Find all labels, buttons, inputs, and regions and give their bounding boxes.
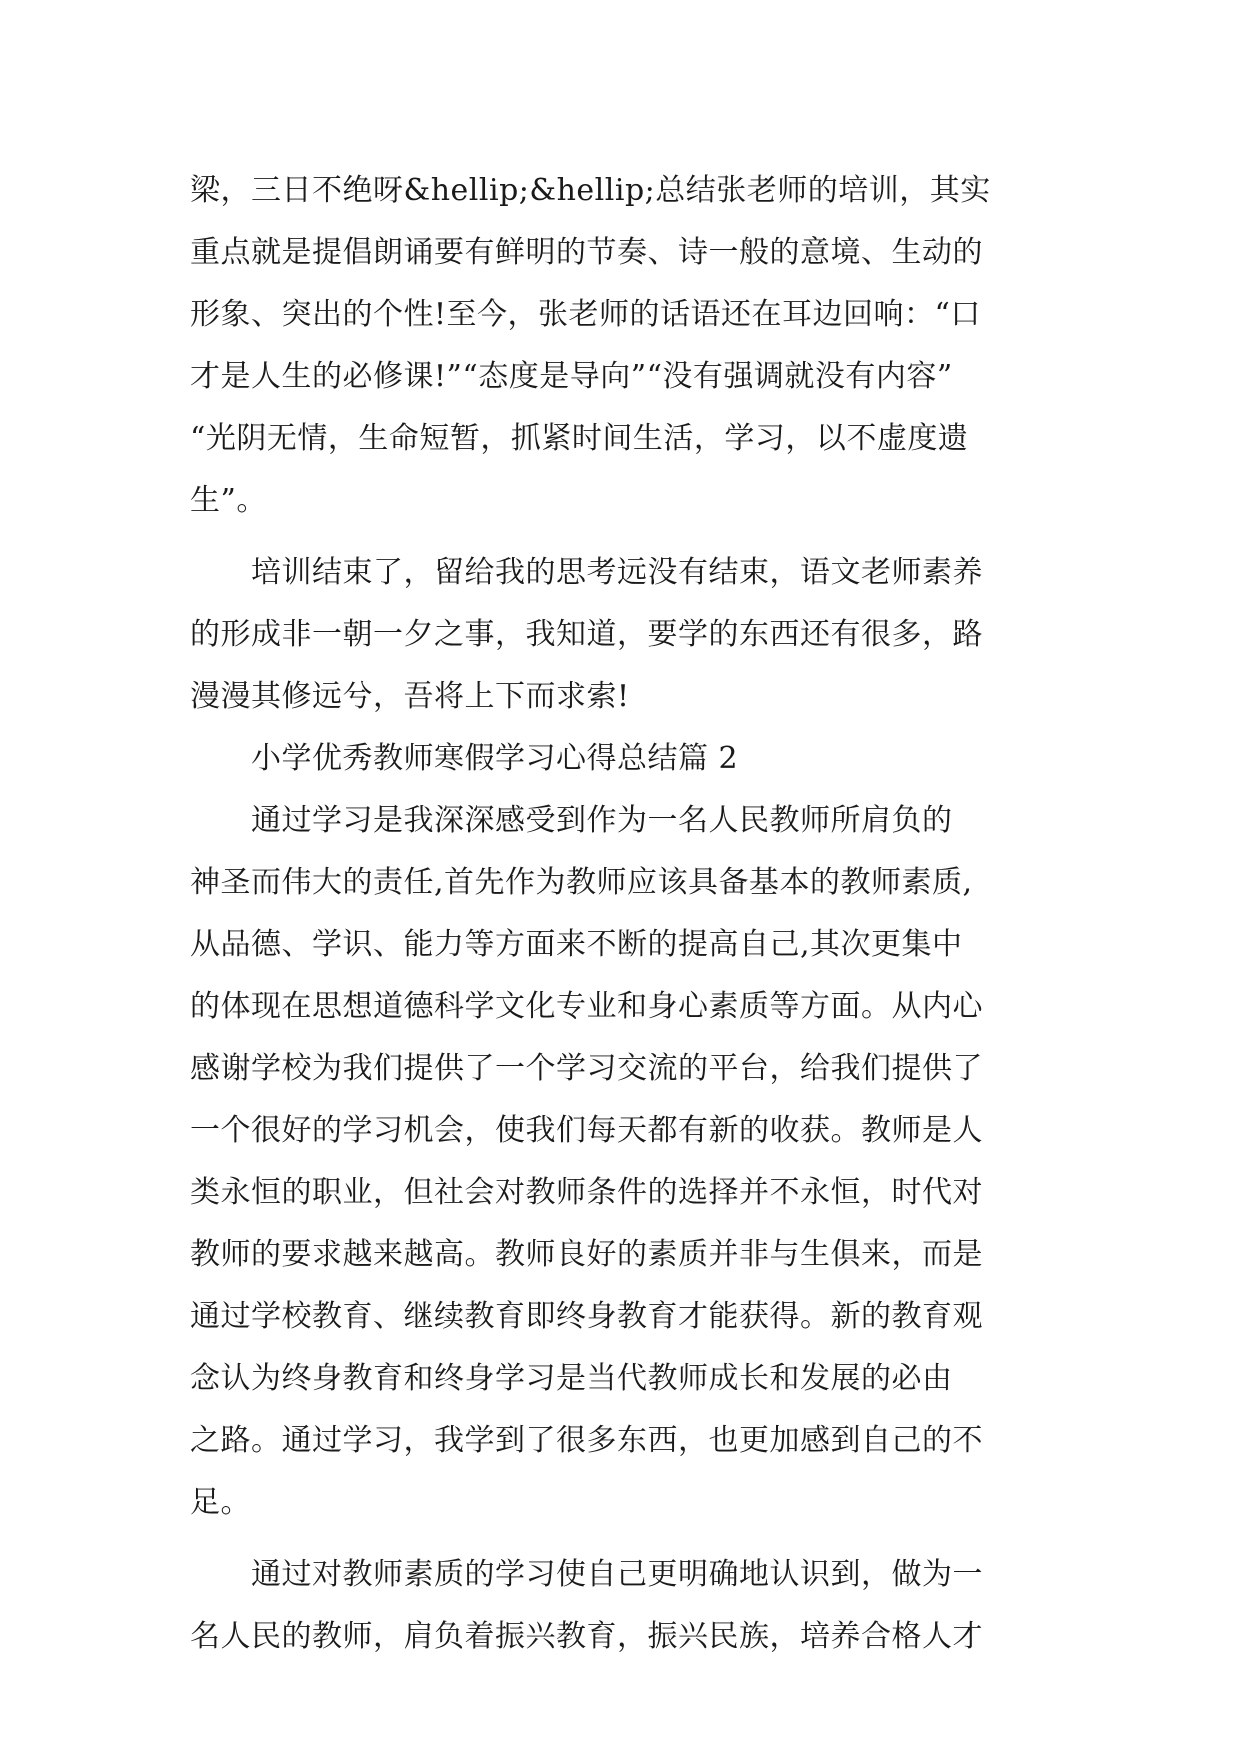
section-heading: 小学优秀教师寒假学习心得总结篇 2 xyxy=(190,741,739,776)
text-line: 名人民的教师，肩负着振兴教育，振兴民族，培养合格人才 xyxy=(190,1619,983,1654)
text-line: 通过学习是我深深感受到作为一名人民教师所肩负的 xyxy=(190,803,953,838)
text-line: 念认为终身教育和终身学习是当代教师成长和发展的必由 xyxy=(190,1361,953,1396)
paragraph-gap xyxy=(190,1534,1050,1544)
paragraph-gap xyxy=(190,532,1050,542)
text-line: 一个很好的学习机会，使我们每天都有新的收获。教师是人 xyxy=(190,1113,983,1148)
document-body xyxy=(190,160,1050,1668)
text-line: 通过对教师素质的学习使自己更明确地认识到，做为一 xyxy=(190,1557,983,1592)
text-line: 梁，三日不绝呀&hellip;&hellip;总结张老师的培训，其实 xyxy=(190,173,991,208)
text-line: 通过学校教育、继续教育即终身教育才能获得。新的教育观 xyxy=(190,1299,983,1334)
text-line: 的形成非一朝一夕之事，我知道，要学的东西还有很多，路 xyxy=(190,617,983,652)
text-line: 形象、突出的个性!至今，张老师的话语还在耳边回响：“口 xyxy=(190,297,981,332)
text-line: 才是人生的必修课!”“态度是导向”“没有强调就没有内容” xyxy=(190,359,953,394)
text-line: 神圣而伟大的责任,首先作为教师应该具备基本的教师素质, xyxy=(190,865,973,900)
text-line: 足。 xyxy=(190,1485,251,1520)
text-line: 培训结束了，留给我的思考远没有结束，语文老师素养 xyxy=(190,555,983,590)
text-line: 生”。 xyxy=(190,483,267,518)
text-line: 从品德、学识、能力等方面来不断的提高自己,其次更集中 xyxy=(190,927,963,962)
text-line: 漫漫其修远兮，吾将上下而求索! xyxy=(190,679,630,714)
text-line: 教师的要求越来越高。教师良好的素质并非与生俱来，而是 xyxy=(190,1237,983,1272)
text-line: 之路。通过学习，我学到了很多东西，也更加感到自己的不 xyxy=(190,1423,983,1458)
text-line: 感谢学校为我们提供了一个学习交流的平台，给我们提供了 xyxy=(190,1051,983,1086)
text-line: 的体现在思想道德科学文化专业和身心素质等方面。从内心 xyxy=(190,989,983,1024)
text-line: 重点就是提倡朗诵要有鲜明的节奏、诗一般的意境、生动的 xyxy=(190,235,983,270)
text-line: 类永恒的职业，但社会对教师条件的选择并不永恒，时代对 xyxy=(190,1175,983,1210)
text-line: “光阴无情，生命短暂，抓紧时间生活，学习，以不虚度遗 xyxy=(190,421,969,456)
